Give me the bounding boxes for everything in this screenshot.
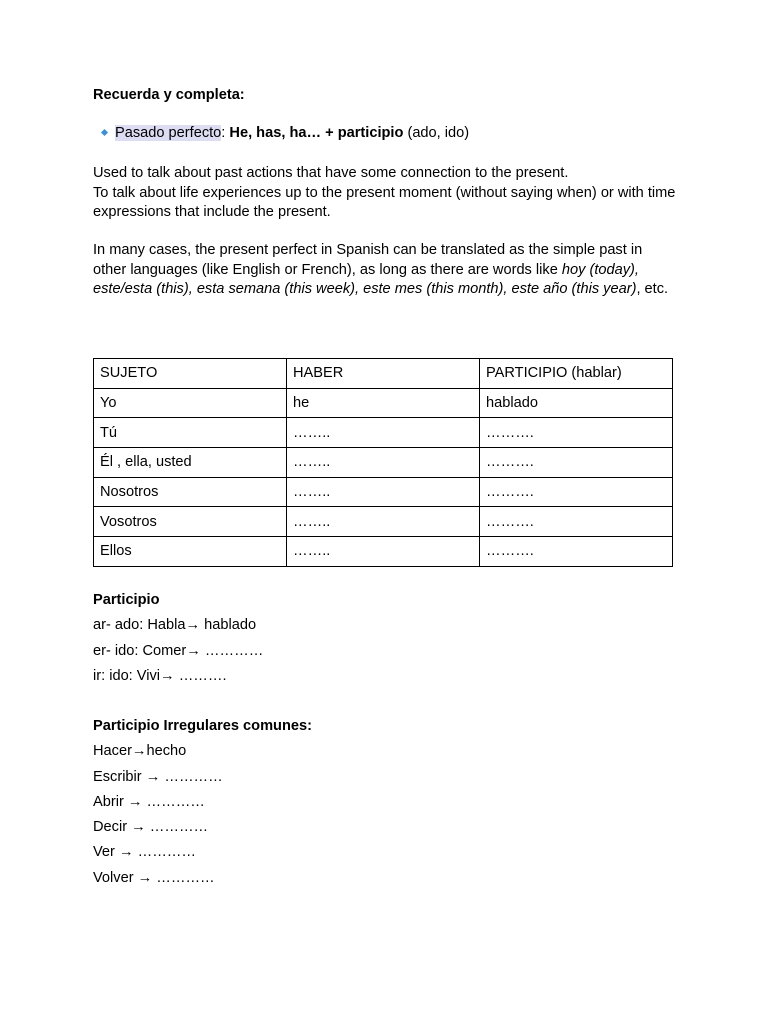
participio-cell: ……….	[480, 507, 673, 537]
irregular-line: Volver → …………	[93, 869, 215, 886]
usage-line-2: To talk about life experiences up to the present moment (without saying when) or with time expressions that include the present.	[93, 184, 676, 220]
usage-paragraph	[93, 164, 678, 223]
table-row	[94, 477, 673, 507]
haber-cell: ……..	[287, 507, 480, 537]
haber-cell: ……..	[287, 418, 480, 448]
endings: (ado, ido)	[407, 125, 470, 141]
diamond-bullet-icon	[101, 129, 108, 136]
irregulares-title: Participio Irregulares comunes:	[93, 718, 312, 734]
haber-cell: he	[287, 388, 480, 418]
participio-cell: ……….	[480, 537, 673, 567]
irregular-line: Ver → …………	[93, 844, 196, 861]
usage-line-1: Used to talk about past actions that have some connection to the present.	[93, 165, 569, 181]
translation-end: , etc.	[636, 281, 669, 297]
participio-section	[93, 590, 263, 691]
irregulares-section	[93, 716, 312, 893]
participio-cell: ……….	[480, 477, 673, 507]
translation-paragraph	[93, 241, 678, 300]
bullet-colon: :	[221, 125, 226, 141]
irregular-line: Escribir → …………	[93, 768, 223, 785]
conjugation-table	[93, 358, 673, 567]
header-participio: PARTICIPIO (hablar)	[480, 359, 673, 389]
irregular-line: Hacer→hecho	[93, 743, 187, 760]
participio-cell: ……….	[480, 418, 673, 448]
worksheet-heading: Recuerda y completa:	[93, 87, 245, 103]
haber-cell: ……..	[287, 448, 480, 478]
table-row	[94, 418, 673, 448]
subject-cell: Él , ella, usted	[94, 448, 287, 478]
table-row	[94, 537, 673, 567]
table-header-row	[94, 359, 673, 389]
formula: He, has, ha… + participio	[229, 125, 404, 141]
participio-line: ir: ido: Vivi→ ……….	[93, 667, 227, 684]
subject-cell: Vosotros	[94, 507, 287, 537]
bullet-pasado-perfecto	[93, 125, 469, 141]
time-expressions: hoy (today), este/esta (this), esta semana (this week), este mes (this month), este año (this year)	[93, 261, 639, 297]
header-sujeto: SUJETO	[94, 359, 287, 389]
irregular-line: Abrir → …………	[93, 793, 205, 810]
table-row	[94, 448, 673, 478]
participio-title: Participio	[93, 592, 160, 608]
haber-cell: ……..	[287, 477, 480, 507]
highlighted-term: Pasado perfecto	[115, 125, 222, 141]
subject-cell: Yo	[94, 388, 287, 418]
participio-line: er- ido: Comer→ …………	[93, 642, 264, 659]
subject-cell: Tú	[94, 418, 287, 448]
haber-cell: ……..	[287, 537, 480, 567]
participio-cell: ……….	[480, 448, 673, 478]
subject-cell: Nosotros	[94, 477, 287, 507]
translation-text: In many cases, the present perfect in Spanish can be translated as the simple past in other languages (like English or French), as long as there are words like	[93, 242, 643, 278]
header-haber: HABER	[287, 359, 480, 389]
irregular-line: Decir → …………	[93, 819, 209, 836]
participio-line: ar- ado: Habla→ hablado	[93, 617, 257, 634]
table-row	[94, 388, 673, 418]
subject-cell: Ellos	[94, 537, 287, 567]
table-row	[94, 507, 673, 537]
participio-cell: hablado	[480, 388, 673, 418]
